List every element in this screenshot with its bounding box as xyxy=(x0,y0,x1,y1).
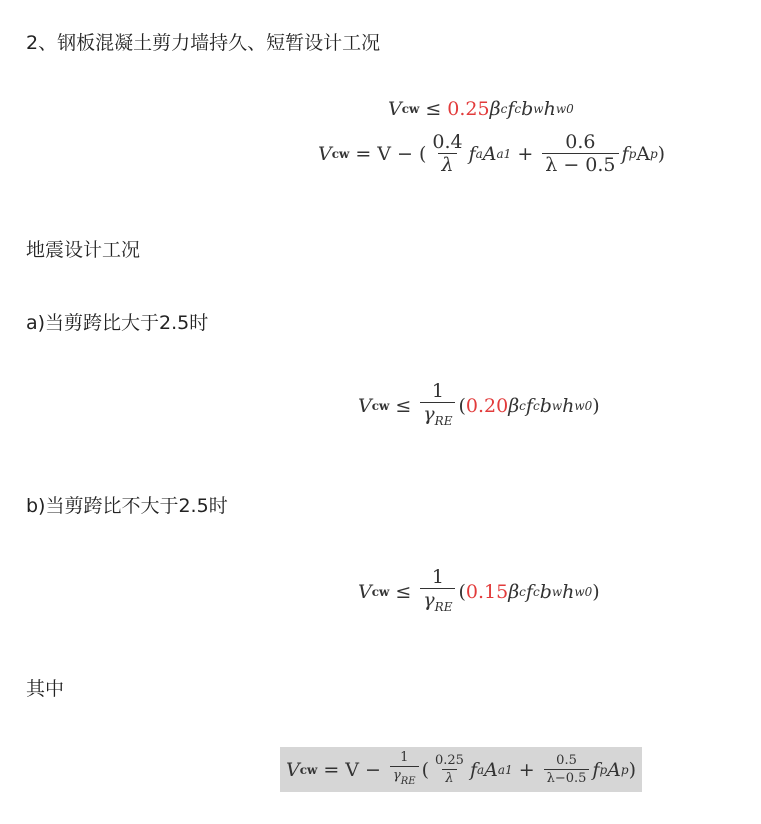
coefficient-0-20: 0.20 xyxy=(465,395,509,417)
section-heading-persistent: 2、钢板混凝土剪力墙持久、短暂设计工况 xyxy=(26,32,381,54)
fraction-1-over-gamma-re: $\frac{1}{\gamma_{RE}}$ xyxy=(420,380,455,432)
fraction-0-6-over-lambda-minus: $\frac{0.6}{\lambda - 0.5}$ xyxy=(542,131,618,176)
fraction-1-over-gamma-re: $\frac{1}{\gamma_{RE}}$ xyxy=(390,749,419,790)
coefficient-0-15: 0.15 xyxy=(465,581,509,603)
fraction-0-4-over-lambda: $\frac{0.4}{\lambda}$ xyxy=(432,131,463,176)
coefficient-0-25: 0.25 xyxy=(447,98,490,120)
fraction-1-over-gamma-re: $\frac{1}{\gamma_{RE}}$ xyxy=(420,566,455,618)
case-heading-a: a)当剪跨比大于2.5时 xyxy=(26,312,209,334)
case-heading-b: b)当剪跨比不大于2.5时 xyxy=(26,495,228,517)
equation-shear-limit-persistent: V cw ≤ 0.25 β c f c b w h w0 xyxy=(388,98,574,120)
fraction-0-25-over-lambda: $\frac{0.25}{\lambda}$ xyxy=(435,753,464,786)
equation-shear-capacity-persistent: V cw = V − ( $\frac{0.4}{\lambda}$ f a A a1 + $\frac{0.6}{\lambda - 0.5}$ f p A p ) xyxy=(318,131,666,176)
fraction-0-5-over-lambda-minus: $\frac{0.5}{\lambda-0.5}$ xyxy=(544,752,590,787)
where-heading: 其中 xyxy=(26,678,65,700)
equation-seismic-case-a: V cw ≤ $\frac{1}{\gamma_{RE}}$ ( 0.20 β c f c b w h w0 ) xyxy=(358,380,600,432)
equation-seismic-shear-capacity: V cw = V − $\frac{1}{\gamma_{RE}}$ ( $\frac{0.25}{\lambda}$ f a A a1 + $\frac{0.5}{\lambda-0.5}$ f p A p ) xyxy=(280,747,642,792)
equation-seismic-case-b: V cw ≤ $\frac{1}{\gamma_{RE}}$ ( 0.15 β c f c b w h w0 ) xyxy=(358,566,600,618)
section-heading-seismic: 地震设计工况 xyxy=(26,239,141,261)
